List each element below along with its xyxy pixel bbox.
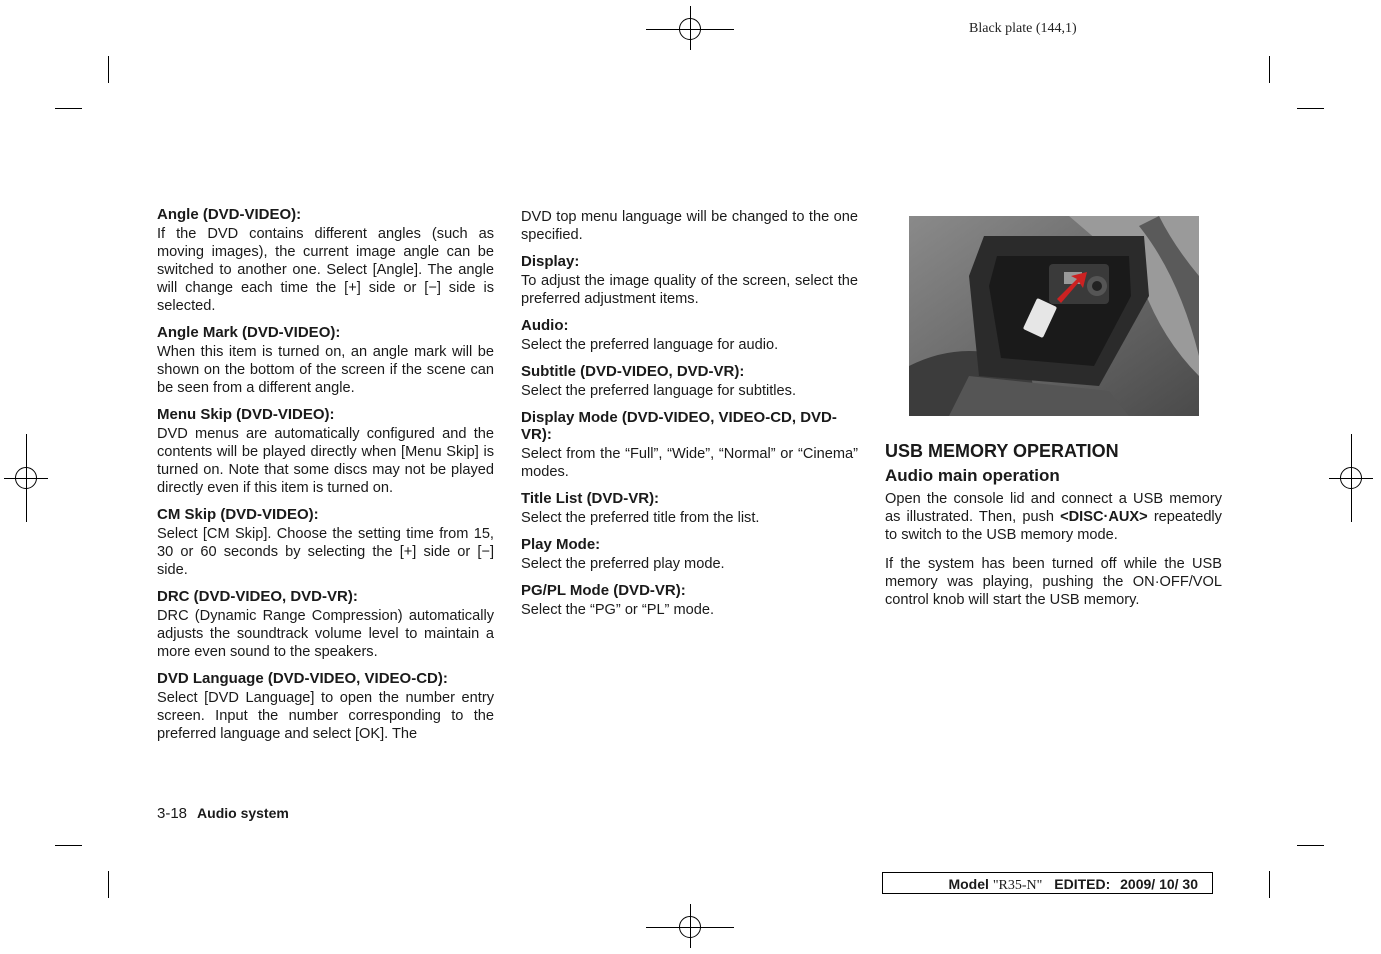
section-heading: Display Mode (DVD-VIDEO, VIDEO-CD, DVD-VR): [521, 409, 837, 443]
section-heading: CM Skip (DVD-VIDEO): [157, 506, 319, 523]
usb-console-illustration [909, 216, 1199, 416]
column-3 [885, 440, 1222, 609]
section-heading: Angle Mark (DVD-VIDEO): [157, 324, 341, 341]
page-number: 3-18 [157, 805, 188, 822]
section-body: Select from the “Full”, “Wide”, “Normal” or “Cinema” modes. [521, 446, 858, 480]
section-heading: Angle (DVD-VIDEO): [157, 206, 302, 223]
edited-label: EDITED: [1054, 876, 1111, 892]
section-heading: PG/PL Mode (DVD-VR): [521, 582, 686, 599]
section-audio [521, 317, 858, 354]
usb-heading: USB MEMORY OPERATION [885, 441, 1119, 461]
section-heading: Display: [521, 253, 580, 270]
section-angle [157, 206, 494, 315]
section-subtitle [521, 363, 858, 400]
section-display-mode [521, 409, 858, 481]
section-body: When this item is turned on, an angle mark will be shown on the bottom of the screen if the scene can be seen from a different angle. [157, 344, 494, 396]
audio-main-operation-heading: Audio main operation [885, 466, 1060, 485]
plate-label: Black plate (144,1) [969, 21, 1077, 36]
section-body: DRC (Dynamic Range Compression) automatically adjusts the soundtrack volume level to maintain a more even sound to the speakers. [157, 608, 494, 660]
section-heading: Subtitle (DVD-VIDEO, DVD-VR): [521, 363, 745, 380]
section-body: Select the preferred play mode. [521, 556, 725, 572]
continued-text: DVD top menu language will be changed to the one specified. [521, 209, 858, 243]
section-menu-skip [157, 406, 494, 497]
section-body: To adjust the image quality of the screen, select the preferred adjustment items. [521, 273, 858, 307]
section-heading: Title List (DVD-VR): [521, 490, 660, 507]
footer-section: Audio system [197, 805, 289, 821]
disc-aux-key: <DISC·AUX> [1060, 509, 1148, 525]
section-heading: DVD Language (DVD-VIDEO, VIDEO-CD): [157, 670, 448, 687]
section-body: Select [CM Skip]. Choose the setting time from 15, 30 or 60 seconds by selecting the [+] side or [−] side. [157, 526, 494, 578]
section-title-list [521, 490, 858, 527]
section-heading: Audio: [521, 317, 569, 334]
section-body: Select [DVD Language] to open the number entry screen. Input the number corresponding to the preferred language and select [OK]. The [157, 690, 494, 742]
usb-paragraph-1 [885, 490, 1222, 544]
usb-paragraph-2: If the system has been turned off while the USB memory was playing, pushing the ON·OFF/VOL control knob will start the USB memory. [885, 556, 1222, 608]
section-play-mode [521, 536, 858, 573]
text-run: Open the console lid and connect a USB memory as illustrated. Then, push [885, 491, 1222, 525]
column-1 [157, 206, 494, 752]
section-body: DVD menus are automatically configured and the contents will be played directly when [Menu Skip] is turned on. Note that some discs may not be played directly even if this item is turned on. [157, 426, 494, 496]
edited-date: 2009/ 10/ 30 [1120, 876, 1198, 892]
section-body: Select the “PG” or “PL” mode. [521, 602, 715, 618]
section-pg-pl-mode [521, 582, 858, 619]
model-name: "R35-N" [992, 878, 1043, 893]
section-body: Select the preferred language for audio. [521, 337, 779, 353]
section-body: If the DVD contains different angles (such as moving images), the current image angle can be switched to another one. Select [Angle]. The angle will change each time the [+] side or [−] side is selected. [157, 226, 494, 314]
column-2 [521, 208, 858, 628]
model-label: Model [948, 876, 989, 892]
model-box [882, 872, 1213, 894]
section-heading: Play Mode: [521, 536, 601, 553]
section-display [521, 253, 858, 308]
text-run: repeatedly to switch to the USB memory mode. [885, 509, 1222, 543]
section-heading: Menu Skip (DVD-VIDEO): [157, 406, 335, 423]
section-body: Select the preferred title from the list. [521, 510, 760, 526]
section-drc [157, 588, 494, 661]
section-angle-mark [157, 324, 494, 397]
section-body: Select the preferred language for subtitles. [521, 383, 797, 399]
section-heading: DRC (DVD-VIDEO, DVD-VR): [157, 588, 358, 605]
page-footer [157, 805, 289, 822]
section-dvd-language [157, 670, 494, 743]
section-cm-skip [157, 506, 494, 579]
